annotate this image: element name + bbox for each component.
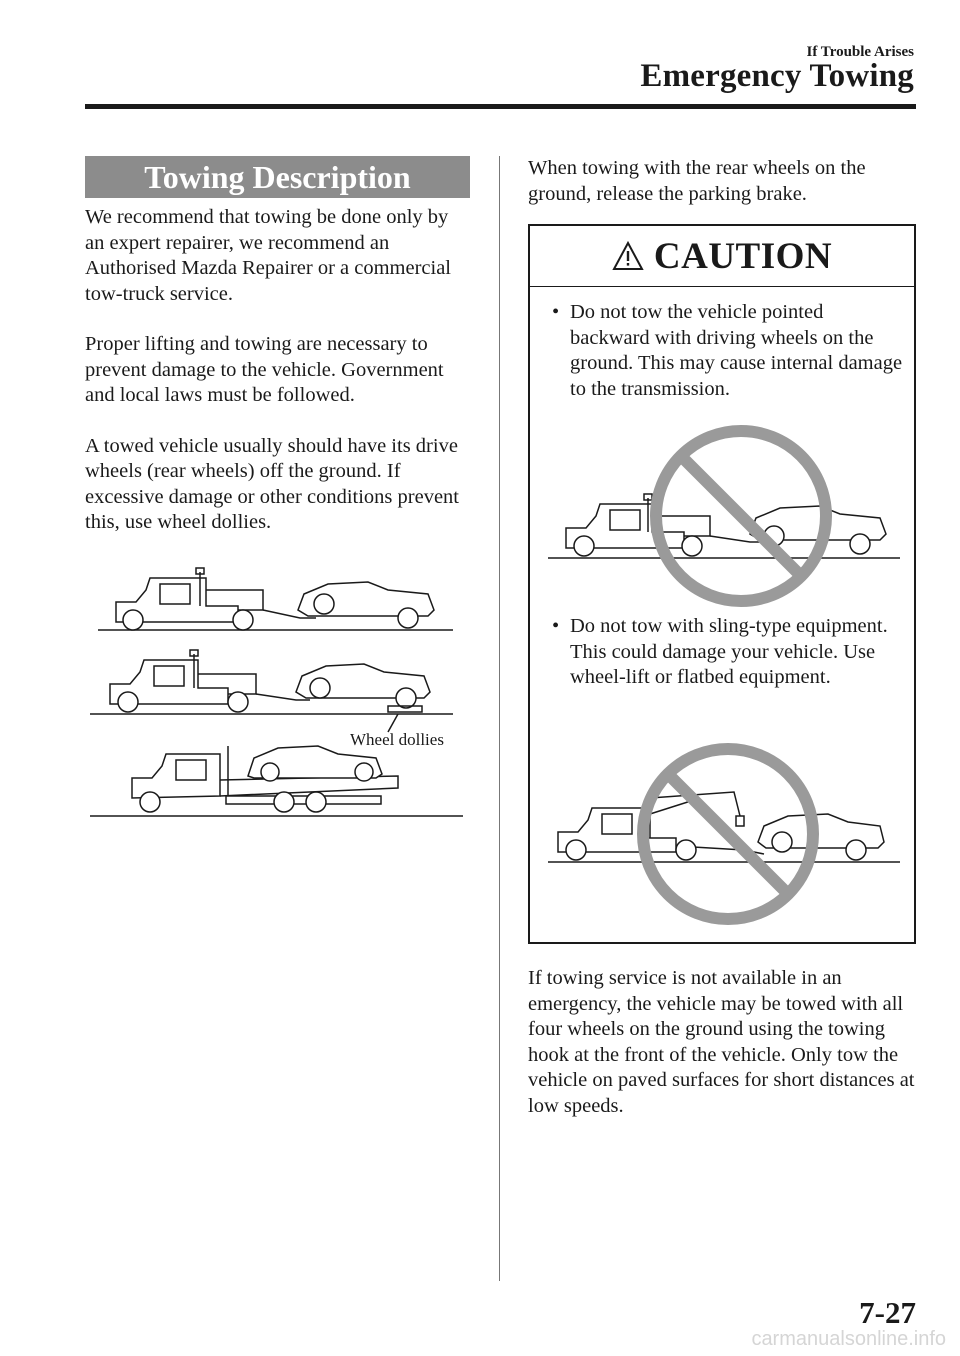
paragraph-drive-wheels: A towed vehicle usually should have its drive wheels (rear wheels) off the ground. If excessive damage or other conditions prevent this, use wheel dollies.: [85, 434, 459, 533]
caution-title: CAUTION: [653, 235, 833, 277]
wheel-dollies-tow-figure: [90, 650, 453, 732]
paragraph-emergency-tow: If towing service is not available in an emergency, the vehicle may be towed with all four wheels on the ground using the towing hook at the front of the vehicle. Only tow the vehicle on paved surfaces for short distances at low speeds.: [528, 967, 915, 1117]
paragraph-recommendation: We recommend that towing be done only by an expert repairer, we recommend an Authorised Mazda Repairer or a commercial tow-truck service.: [85, 206, 451, 305]
paragraph-lifting: Proper lifting and towing are necessary to prevent damage to the vehicle. Government and local laws must be followed.: [85, 333, 444, 406]
caution-item-text: Do not tow with sling-type equipment. This could damage your vehicle. Use wheel-lift or flatbed equipment.: [570, 615, 888, 688]
header-divider: [85, 104, 916, 109]
wheel-dollies-label: Wheel dollies: [350, 730, 444, 749]
page-number: 7-27: [859, 1295, 916, 1330]
prohibited-backward-tow-figure: [544, 416, 904, 616]
towing-methods-illustration: [88, 560, 468, 820]
prohibited-sling-tow-figure: [544, 734, 904, 934]
caution-box: [528, 224, 916, 944]
after-caution-text: [528, 966, 918, 1119]
column-divider: [499, 156, 500, 1281]
section-label: If Trouble Arises: [806, 44, 914, 60]
caution-item: [548, 300, 903, 402]
paragraph-parking-brake: When towing with the rear wheels on the ground, release the parking brake.: [528, 157, 866, 205]
flatbed-tow-figure: [90, 746, 463, 816]
watermark: carmanualsonline.info: [751, 1328, 946, 1350]
warning-triangle-icon: [612, 241, 644, 271]
wheel-lift-tow-figure: [98, 568, 453, 630]
page-title: Emergency Towing: [640, 58, 914, 94]
caution-header: [530, 226, 914, 287]
bullet-icon: •: [552, 301, 560, 323]
section-banner: Towing Description: [85, 156, 470, 198]
caution-item: [548, 614, 903, 691]
right-column: [528, 156, 916, 207]
left-column: [85, 156, 470, 536]
bullet-icon: •: [552, 615, 560, 637]
caution-item-text: Do not tow the vehicle pointed backward with driving wheels on the ground. This may cause internal damage to the transmission.: [570, 301, 903, 400]
